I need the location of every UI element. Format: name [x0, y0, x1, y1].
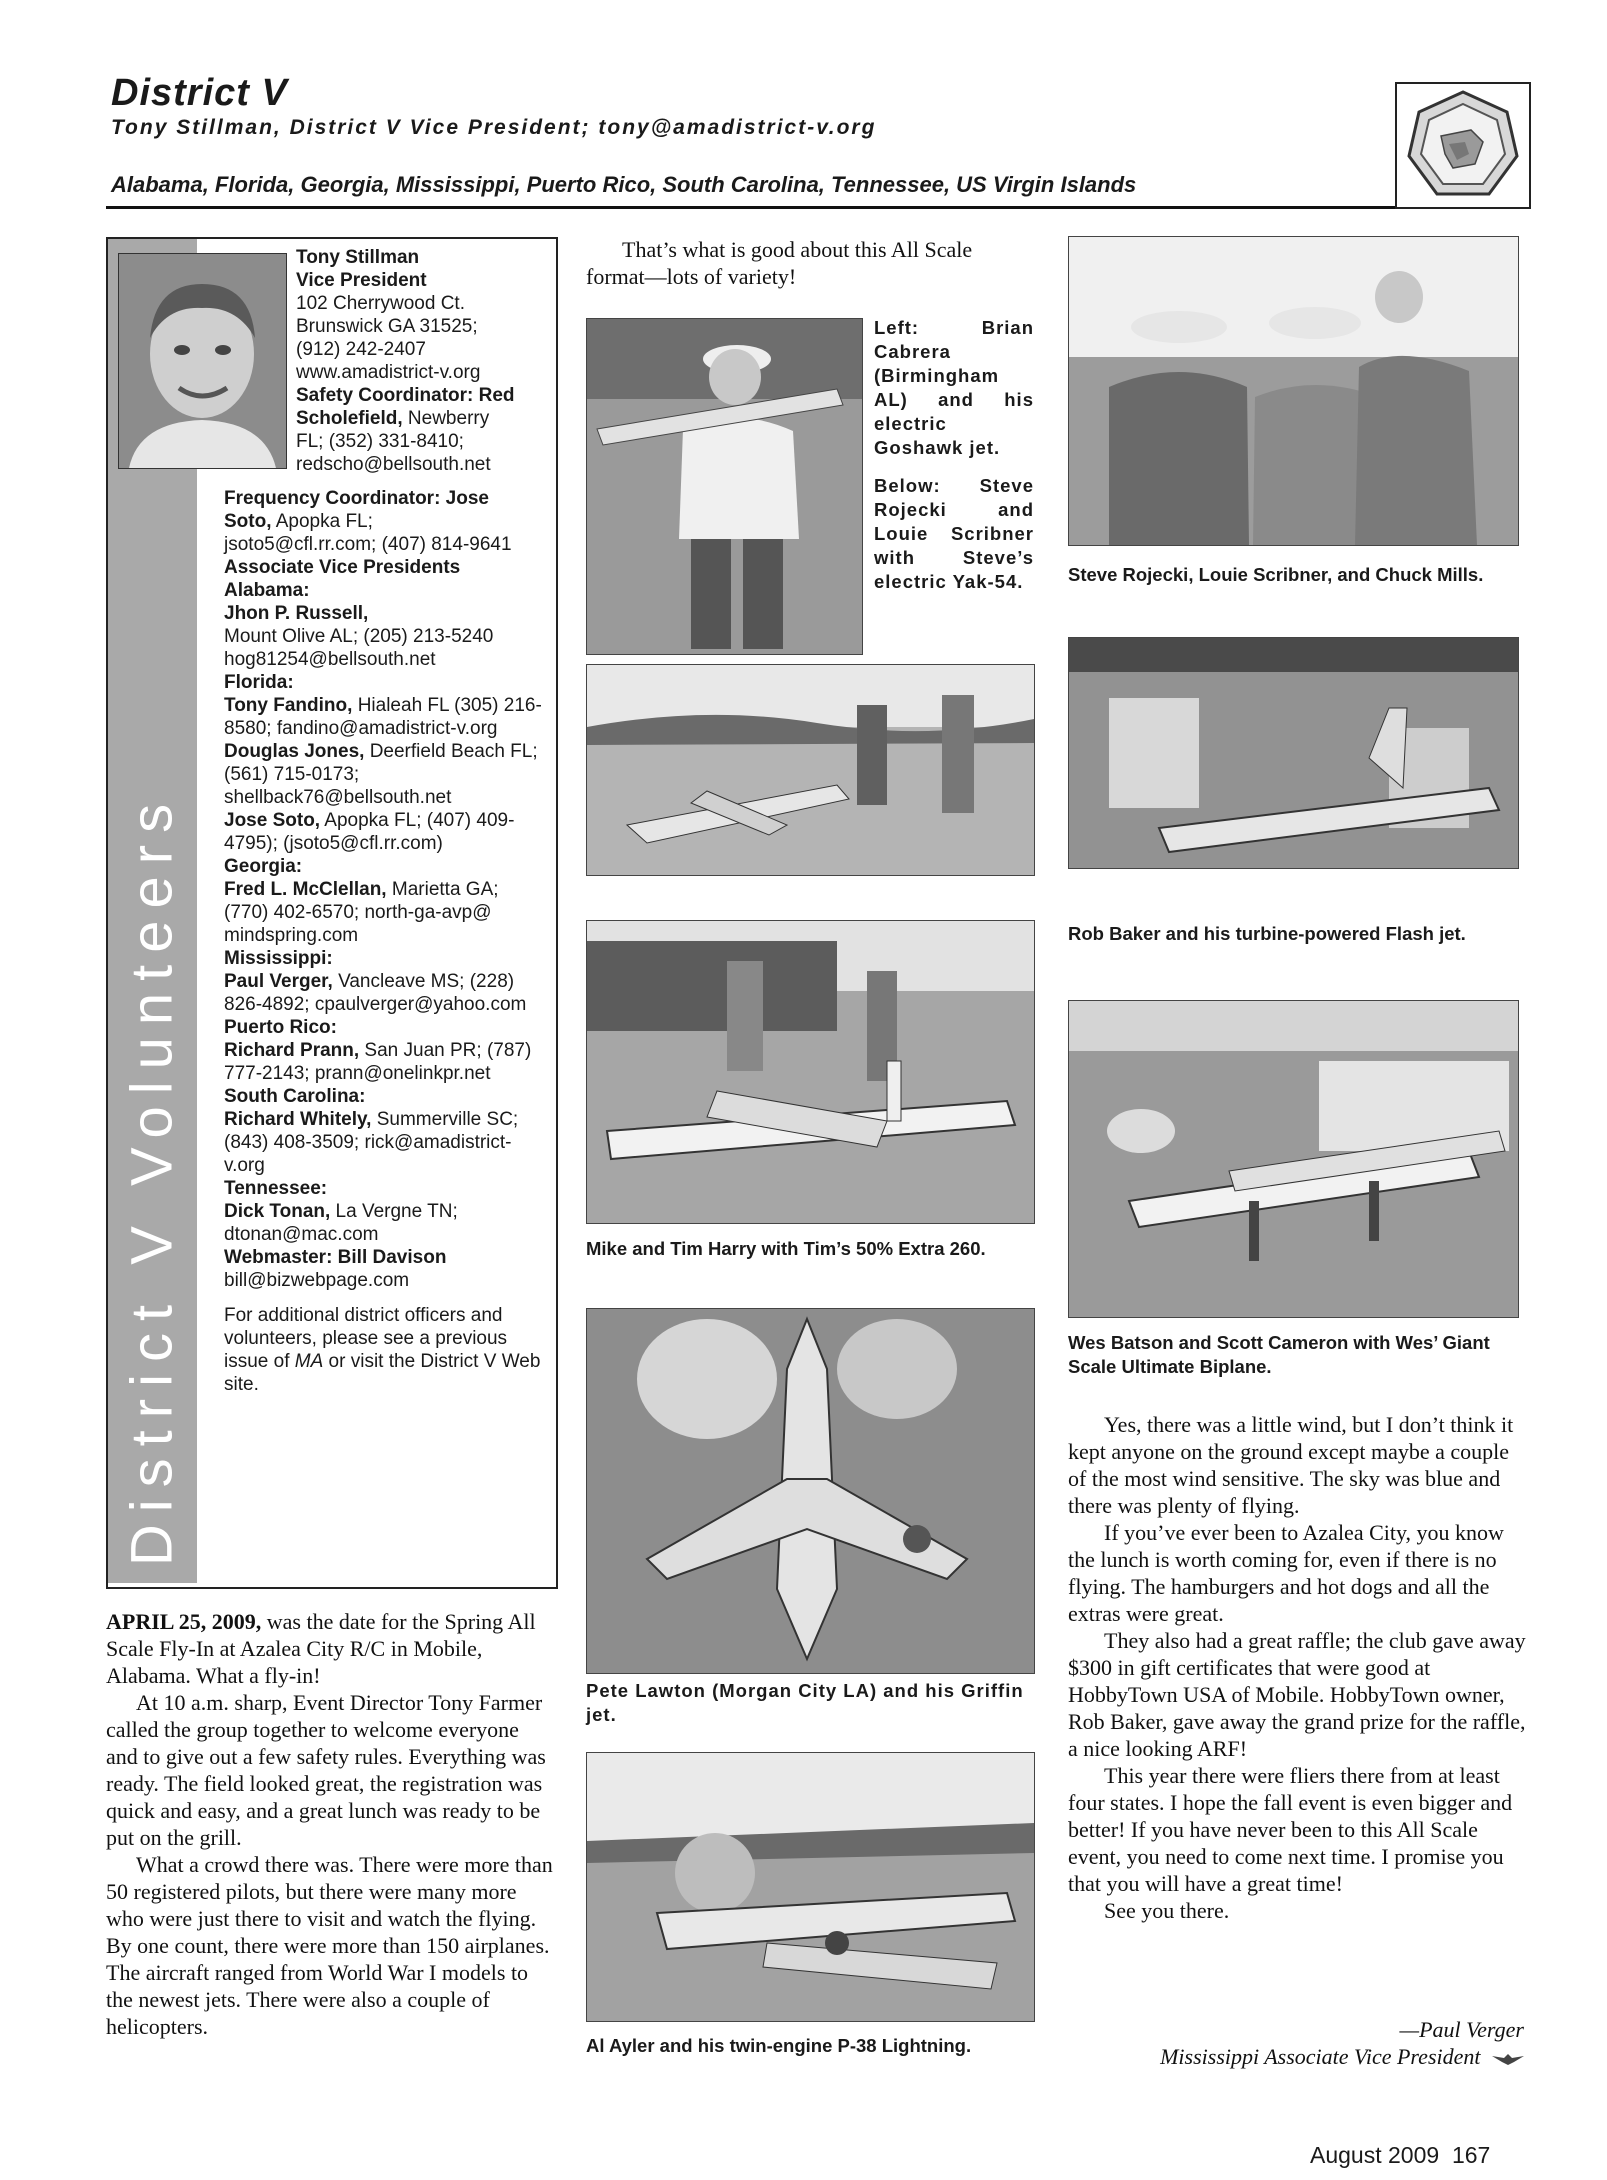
avp-name: Tony Fandino,	[224, 695, 353, 716]
sidebar-heading: District V Volunteers	[119, 791, 185, 1567]
signature-name: —Paul Verger	[1399, 2017, 1524, 2042]
freq-city: Apopka FL;	[271, 511, 373, 532]
article-col3	[1068, 1411, 1526, 1924]
avp-heading: Associate Vice Presidents	[224, 557, 461, 578]
avp-name: Paul Verger,	[224, 971, 333, 992]
vp-contact	[296, 246, 546, 476]
vp-street: 102 Cherrywood Ct.	[296, 293, 465, 314]
avp-detail: Mount Olive AL; (205) 213-5240 hog81254@bellsouth.net	[224, 626, 494, 670]
header-rule	[106, 206, 1530, 209]
avp-detail: Deerfield Beach FL; (561) 715-0173; shellback76@bellsouth.net	[224, 741, 538, 808]
freq-name: Soto,	[224, 511, 272, 532]
signature-title: Mississippi Associate Vice President	[1068, 2043, 1524, 2070]
signature	[1068, 2016, 1524, 2070]
avp-name: Douglas Jones,	[224, 741, 365, 762]
page-number: 167	[1451, 2142, 1491, 2168]
safety-label: Safety Coordinator: Red	[296, 385, 515, 406]
avp-name: Richard Whitely,	[224, 1109, 372, 1130]
article-paragraph: If you’ve ever been to Azalea City, you know the lunch is worth coming for, even if there is no flying. The hamburgers and hot dogs and all the extras were great.	[1068, 1520, 1504, 1626]
article-paragraph: See you there.	[1104, 1898, 1230, 1923]
photo-yak54	[586, 664, 1035, 876]
freq-contact: jsoto5@cfl.rr.com; (407) 814-9641	[224, 534, 512, 555]
caption-brian-cabrera: Left: Brian Cabrera (Birmingham AL) and his electric Goshawk jet. Below: Steve Rojecki and Louie Scribner with Steve’s electric Yak-54.	[874, 317, 1034, 592]
portrait-photo	[119, 254, 286, 468]
avp-detail: Marietta GA; (770) 402-6570; north-ga-avp@ mindspring.com	[224, 879, 499, 946]
article-paragraph: What a crowd there was. There were more than 50 registered pilots, but there were many more who were just there to visit and watch the flying. By one count, there were more than 150 airplanes. The aircraft ranged from World War I models to the newest jets. There were also a couple of helicopters.	[106, 1852, 553, 2039]
article-paragraph: APRIL 25, 2009, was the date for the Spring All Scale Fly-In at Azalea City R/C in Mobile, Alabama. What a fly-in!	[106, 1609, 536, 1688]
safety-city: Newberry	[402, 408, 490, 429]
avp-detail: Summerville SC; (843) 408-3509; rick@amadistrict-v.org	[224, 1109, 519, 1176]
state-label: Mississippi:	[224, 948, 333, 969]
webmaster-email: bill@bizwebpage.com	[224, 1270, 410, 1291]
avp-detail: Hialeah FL (305) 216-8580; fandino@amadistrict-v.org	[224, 695, 542, 739]
caption-rob-baker: Rob Baker and his turbine-powered Flash jet.	[1068, 923, 1466, 944]
article-paragraph: That’s what is good about this All Scale format—lots of variety!	[586, 237, 973, 289]
safety-name: Scholefield,	[296, 408, 403, 429]
avp-name: Richard Prann,	[224, 1040, 360, 1061]
avp-name: Fred L. McClellan,	[224, 879, 387, 900]
avp-detail: Apopka FL; (407) 409-4795); (jsoto5@cfl.rr.com)	[224, 810, 515, 854]
state-label: Georgia:	[224, 856, 303, 877]
photo-griffin-jet	[586, 1308, 1035, 1674]
safety-phone: FL; (352) 331-8410;	[296, 431, 464, 452]
photo-extra-260	[586, 920, 1035, 1224]
avp-detail: San Juan PR; (787) 777-2143; prann@onelinkpr.net	[224, 1040, 532, 1084]
caption-lawton: Pete Lawton (Morgan City LA) and his Griffin jet.	[586, 1680, 1024, 1725]
sidebar-note: For additional district officers and volunteers, please see a previous issue of MA or visit the District V Web site.	[224, 1305, 541, 1395]
vp-phone: (912) 242-2407	[296, 339, 426, 360]
caption-batson: Wes Batson and Scott Cameron with Wes’ Giant Scale Ultimate Biplane.	[1068, 1332, 1490, 1377]
article-paragraph: At 10 a.m. sharp, Event Director Tony Farmer called the group together to welcome everyone and to give out a few safety rules. Everything was ready. The field looked great, the registration was quick and easy, and a great lunch was ready to be put on the grill.	[106, 1690, 546, 1850]
safety-email: redscho@bellsouth.net	[296, 454, 491, 475]
avp-name: Jhon P. Russell,	[224, 603, 369, 624]
article-paragraph: This year there were fliers there from at least four states. I hope the fall event is even bigger and better! If you have never been to this All Scale event, you need to come next time. I promise you that you will have a great time!	[1068, 1763, 1513, 1896]
caption-ayler: Al Ayler and his twin-engine P-38 Lightning.	[586, 2035, 972, 2056]
avp-detail: La Vergne TN; dtonan@mac.com	[224, 1201, 458, 1245]
state-label: Puerto Rico:	[224, 1017, 337, 1038]
avp-detail: Vancleave MS; (228) 826-4892; cpaulverger@yahoo.com	[224, 971, 527, 1015]
vp-city: Brunswick GA 31525;	[296, 316, 478, 337]
photo-p38	[586, 1752, 1035, 2022]
avp-name: Jose Soto,	[224, 810, 321, 831]
state-label: Florida:	[224, 672, 294, 693]
avp-name: Dick Tonan,	[224, 1201, 331, 1222]
section-subtitle: Tony Stillman, District V Vice President; tony@amadistrict-v.org	[111, 116, 877, 139]
caption-harry: Mike and Tim Harry with Tim’s 50% Extra 260.	[586, 1238, 986, 1259]
vp-website: www.amadistrict-v.org	[296, 362, 481, 383]
state-label: South Carolina:	[224, 1086, 366, 1107]
photo-flash-jet	[1068, 637, 1519, 869]
photo-rojecki-trio	[1068, 236, 1519, 546]
photo-brian-cabrera	[586, 318, 863, 655]
district-seal-icon	[1397, 84, 1529, 207]
article-col2-intro	[586, 236, 1026, 290]
vp-portrait	[118, 253, 287, 469]
issue-date: August 2009	[1310, 2142, 1440, 2168]
district-logo	[1395, 82, 1531, 209]
section-title: District V	[111, 72, 288, 114]
webmaster-label: Webmaster: Bill Davison	[224, 1247, 447, 1268]
state-label: Tennessee:	[224, 1178, 328, 1199]
freq-label: Frequency Coordinator: Jose	[224, 488, 489, 509]
article-paragraph: Yes, there was a little wind, but I don’t think it kept anyone on the ground except maybe a couple of the most wind sensitive. The sky was blue and there was plenty of flying.	[1068, 1412, 1514, 1518]
ama-wings-icon	[1492, 2052, 1524, 2066]
state-label: Alabama:	[224, 580, 310, 601]
vp-role: Vice President	[296, 270, 427, 291]
volunteer-list	[224, 487, 546, 1396]
caption-rojecki-trio: Steve Rojecki, Louie Scribner, and Chuck Mills.	[1068, 564, 1484, 585]
article-paragraph: They also had a great raffle; the club gave away $300 in gift certificates that were good at HobbyTown USA of Mobile. HobbyTown owner, Rob Baker, gave away the grand prize for the raffle, a nice looking ARF!	[1068, 1628, 1526, 1761]
article-col1	[106, 1608, 556, 2040]
vp-name: Tony Stillman	[296, 247, 420, 268]
photo-biplane	[1068, 1000, 1519, 1318]
page-folio	[1310, 2142, 1490, 2169]
district-states: Alabama, Florida, Georgia, Mississippi, Puerto Rico, South Carolina, Tennessee, US Virgin Islands	[111, 172, 1137, 197]
